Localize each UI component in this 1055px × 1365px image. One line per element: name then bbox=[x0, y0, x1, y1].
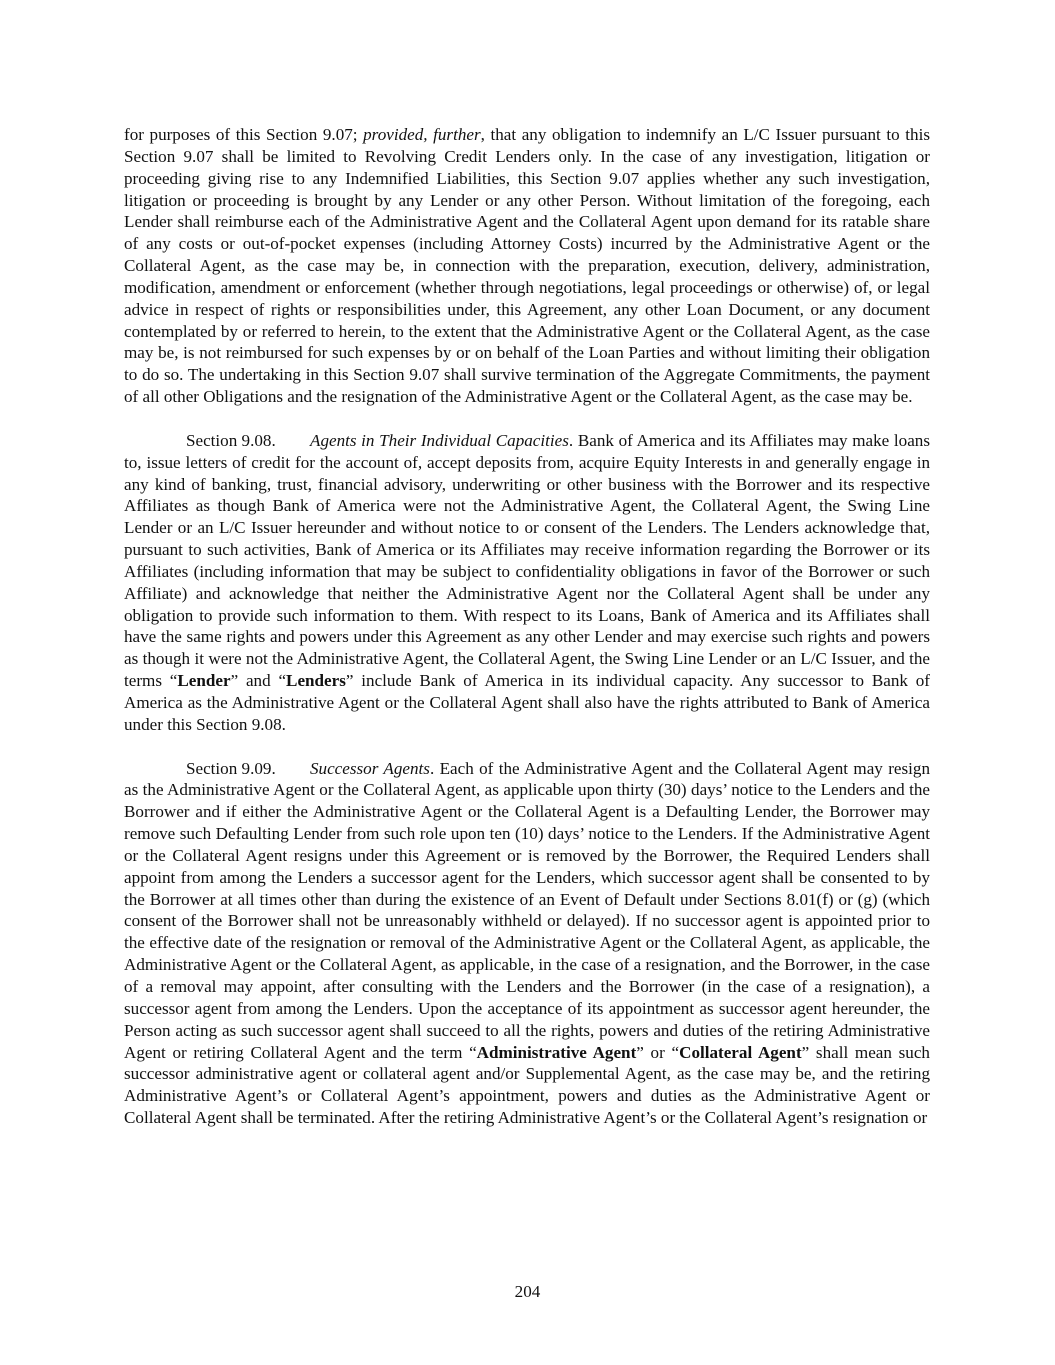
paragraph-indemnification-continued bbox=[124, 124, 930, 408]
defined-term-administrative-agent: Administrative Agent bbox=[476, 1042, 637, 1062]
text-run: . Each of the Administrative Agent and the Collateral Agent may resign as the Administrative Agent or the Collateral Agent, as applicable upon thirty (30) days’ notice to the Lenders and the Borrower and if either the Administrative Agent or the Collateral Agent is a Defaulting Lender, the Borrower may remove such Defaulting Lender from such role upon ten (10) days’ notice to the Lenders. If the Administrative Agent or the Collateral Agent resigns under this Agreement or is removed by the Borrower, the Required Lenders shall appoint from among the Lenders a successor agent for the Lenders, which successor agent shall be consented to by the Borrower at all times other than during the existence of an Event of Default under Sections 8.01(f) or (g) (which consent of the Borrower shall not be unreasonably withheld or delayed). If no successor agent is appointed prior to the effective date of the resignation or removal of the Administrative Agent or the Collateral Agent, as applicable, the Administrative Agent or the Collateral Agent, as applicable, in the case of a resignation, and the Borrower, in the case of a removal may appoint, after consulting with the Lenders and the Borrower (in the case of a resignation), a successor agent from among the Lenders. Upon the acceptance of its appointment as successor agent hereunder, the Person acting as such successor agent shall succeed to all the rights, powers and duties of the retiring Administrative Agent or retiring Collateral Agent and the term “ bbox=[124, 758, 930, 1062]
defined-term-lender: Lender bbox=[177, 671, 231, 691]
section-number-9-08: Section 9.08. bbox=[186, 430, 276, 450]
section-title-9-09: Successor Agents bbox=[310, 758, 430, 778]
italic-term-provided-further: provided, further bbox=[363, 125, 481, 144]
paragraph-section-9-09 bbox=[124, 758, 930, 1129]
section-number-9-09: Section 9.09. bbox=[186, 758, 276, 778]
text-run: ” or “ bbox=[636, 1042, 680, 1062]
defined-term-lenders: Lenders bbox=[286, 671, 346, 691]
text-run: ” and “ bbox=[230, 671, 287, 691]
text-run: ” include Bank of America in its individual capacity. Any successor to Bank of America as the Administrative Agent or the Collateral Agent shall also have the rights attributed to Bank of America under this Section 9.08. bbox=[124, 671, 930, 734]
text-run: . Bank of America and its Affiliates may make loans to, issue letters of credit for the account of, accept deposits from, acquire Equity Interests in and generally engage in any kind of banking, trust, financial advisory, underwriting or other business with the Borrower and its respective Affiliates as though Bank of America were not the Administrative Agent, the Collateral Agent, the Swing Line Lender or an L/C Issuer hereunder and without notice to or consent of the Lenders. The Lenders acknowledge that, pursuant to such activities, Bank of America or its Affiliates may receive information regarding the Borrower or its Affiliates (including information that may be subject to confidentiality obligations in favor of the Borrower or such Affiliate) and acknowledge that neither the Administrative Agent nor the Collateral Agent shall be under any obligation to provide such information to them. With respect to its Loans, Bank of America and its Affiliates shall have the same rights and powers under this Agreement as any other Lender and may exercise such rights and powers as though it were not the Administrative Agent, the Collateral Agent, the Swing Line Lender or an L/C Issuer, and the terms “ bbox=[124, 430, 930, 691]
text-run: for purposes of this Section 9.07; bbox=[124, 125, 364, 144]
page-number: 204 bbox=[514, 1282, 541, 1301]
text-run: , that any obligation to indemnify an L/C Issuer pursuant to this Section 9.07 shall be limited to Revolving Credit Lenders only. In the case of any investigation, litigation or proceeding giving rise to any Indemnified Liabilities, this Section 9.07 applies whether any such investigation, litigation or proceeding is brought by any Lender or any other Person. Without limitation of the foregoing, each Lender shall reimburse each of the Administrative Agent and the Collateral Agent upon demand for its ratable share of any costs or out-of-pocket expenses (including Attorney Costs) incurred by the Administrative Agent or the Collateral Agent, as the case may be, in connection with the preparation, execution, delivery, administration, modification, amendment or enforcement (whether through negotiations, legal proceedings or otherwise) of, or legal advice in respect of rights or responsibilities under, this Agreement, any other Loan Document, or any document contemplated by or referred to herein, to the extent that the Administrative Agent or the Collateral Agent, as the case may be, is not reimbursed for such expenses by or on behalf of the Loan Parties and without limiting their obligation to do so. The undertaking in this Section 9.07 shall survive termination of the Aggregate Commitments, the payment of all other Obligations and the resignation of the Administrative Agent or the Collateral Agent, as the case may be. bbox=[124, 125, 930, 407]
document-page bbox=[124, 124, 930, 1151]
paragraph-section-9-08 bbox=[124, 430, 930, 736]
defined-term-collateral-agent: Collateral Agent bbox=[679, 1042, 802, 1062]
text-run: ” shall mean such successor administrative agent or collateral agent and/or Supplemental Agent, as the case may be, and the retiring Administrative Agent’s or Collateral Agent’s appointment, powers and duties as the Administrative Agent or Collateral Agent shall be terminated. After the retiring Administrative Agent’s or the Collateral Agent’s resignation or bbox=[124, 1042, 930, 1128]
section-title-9-08: Agents in Their Individual Capacities bbox=[310, 430, 569, 450]
